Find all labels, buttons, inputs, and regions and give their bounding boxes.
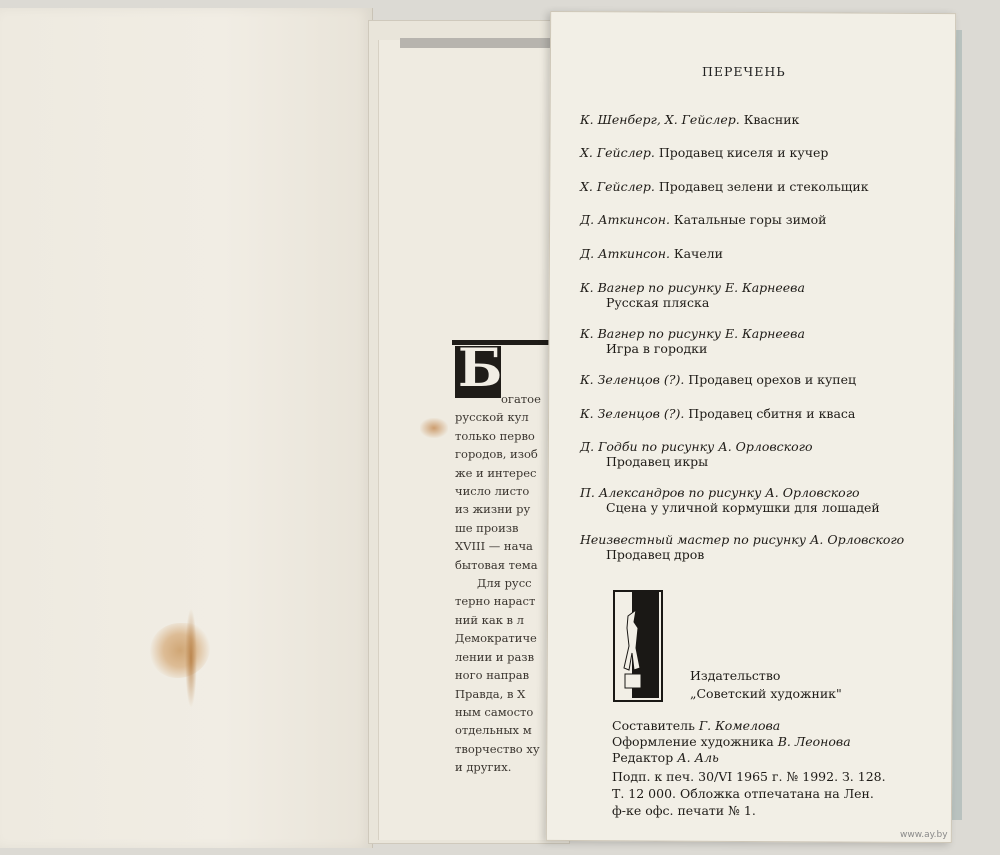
background-text-line: только перво [455,428,535,443]
background-text-line: Для русс [477,576,532,591]
background-text-line: XVIII — нача [455,539,533,554]
entry-title: Продавец орехов и купец [684,372,857,387]
page-strip [400,38,550,48]
entry-subtitle: Сцена у уличной кормушки для лошадей [606,500,880,515]
background-text-line: терно нараст [455,594,536,609]
background-text-line: лении и разв [455,649,535,664]
list-item [580,280,805,310]
background-text-line: бытовая тема [455,557,538,572]
list-item [580,406,855,421]
credit-line [612,750,851,766]
entry-author: К. Вагнер по рисунку Е. Карнеева [580,280,805,295]
stain [420,418,448,438]
background-text-line: ного направ [455,668,530,683]
background-text-line: и других. [455,760,512,775]
list-item [580,439,813,469]
background-text-line: творчество ху [455,741,540,756]
entry-subtitle: Русская пляска [606,295,710,310]
credits [612,718,851,766]
list-heading: ПЕРЕЧЕНЬ [702,64,786,79]
imprint-line: Т. 12 000. Обложка отпечатана на Лен. [612,786,874,801]
list-item [580,112,799,127]
publisher-line: Издательство [690,668,781,683]
credit-label: Редактор [612,750,678,765]
background-text-line: отдельных м [455,723,532,738]
background-text-line: русской кул [455,410,529,425]
background-text-line: Демократиче [455,631,537,646]
stain [150,623,210,678]
background-text-line: Правда, в Х [455,686,526,701]
list-item [580,485,880,515]
list-item [580,326,805,356]
background-text-line: число листо [455,484,530,499]
entry-author: П. Александров по рисунку А. Орловского [580,485,860,500]
credit-name: А. Аль [677,750,719,765]
credit-label: Оформление художника [612,734,778,749]
credit-name: В. Леонова [777,734,851,749]
credit-line [612,718,851,734]
entry-author: К. Вагнер по рисунку Е. Карнеева [580,326,805,341]
background-text [455,390,555,777]
background-text-line: городов, изоб [455,447,538,462]
entry-title: Катальные горы зимой [669,212,827,227]
background-text-line: из жизни ру [455,502,531,517]
background-text-line: ше произв [455,520,519,535]
list-item [580,246,723,261]
statue-icon [622,608,644,692]
stain [185,608,197,708]
entry-author: Д. Годби по рисунку А. Орловского [580,439,813,454]
publisher-line: „Советский художник" [690,686,842,701]
entry-subtitle: Продавец икры [606,454,709,469]
entry-title: Квасник [739,112,800,127]
entry-author: Х. Гейслер. [580,179,655,194]
background-text-line: ным самосто [455,704,534,719]
imprint-line: ф-ке офс. печати № 1. [612,803,756,818]
entry-author: К. Зеленцов (?). [580,372,685,387]
entry-author: Д. Аткинсон. [580,212,670,227]
entry-title: Продавец киселя и кучер [654,145,829,160]
entry-author: К. Шенберг, Х. Гейслер. [580,112,740,127]
background-text-line: огатое [501,392,541,406]
publisher-name [690,667,842,703]
watermark: www.ay.by [900,830,948,840]
list-item [580,212,827,227]
list-item [580,179,869,194]
entry-title: Продавец сбитня и кваса [684,406,856,421]
imprint [612,768,902,819]
list-item [580,372,856,387]
entry-author: К. Зеленцов (?). [580,406,685,421]
entry-subtitle: Игра в городки [606,341,708,356]
entry-subtitle: Продавец дров [606,547,705,562]
left-cover-page [0,8,373,848]
credit-label: Составитель [612,718,699,733]
entry-title: Качели [669,246,723,261]
entry-author: Д. Аткинсон. [580,246,670,261]
credit-name: Г. Комелова [698,718,781,733]
credit-line [612,734,851,750]
entry-author: Неизвестный мастер по рисунку А. Орловского [580,532,905,547]
imprint-line: Подп. к печ. 30/VI 1965 г. № 1992. З. 128. [612,769,886,784]
entry-author: Х. Гейслер. [580,145,655,160]
dropcap-letter: Б [458,338,503,399]
background-text-line: ний как в л [455,612,524,627]
entry-title: Продавец зелени и стекольщик [654,179,869,194]
background-text-line: же и интерес [455,465,537,480]
list-item [580,145,828,160]
list-item [580,532,904,562]
